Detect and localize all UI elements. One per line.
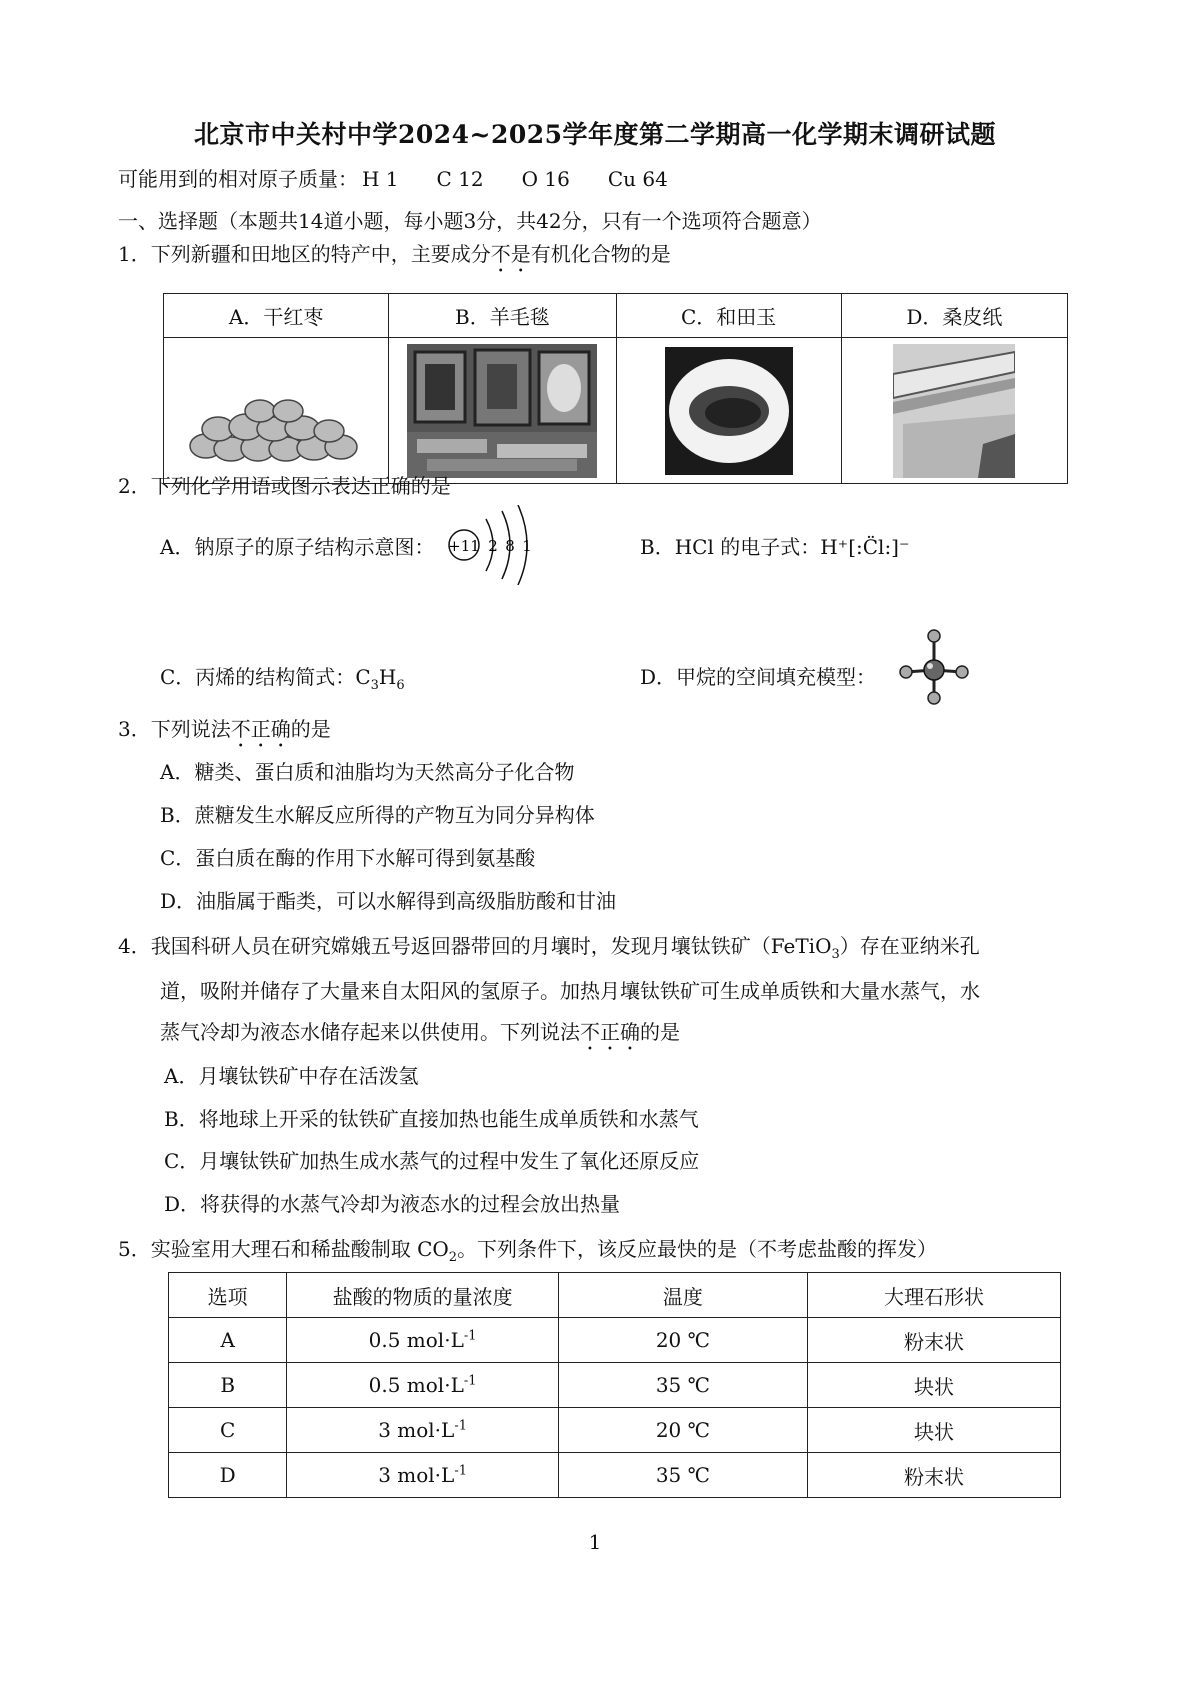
mass-cu: Cu 64 [607,167,668,191]
row-d-shape: 粉末状 [807,1453,1060,1498]
q3-emphasis: 不正确 [230,717,291,741]
q3-prefix: 3．下列说法 [118,717,231,741]
q1-image-a-cell [164,338,389,484]
q5-stem-sub: 2 [448,1250,458,1265]
row-c-concentration [287,1408,559,1453]
shell-1-electrons: 2 [488,537,498,555]
q4-option-d: D．将获得的水蒸气冷却为液态水的过程会放出热量 [164,1192,621,1216]
row-a-temperature: 20 ℃ [558,1318,807,1363]
page-title: 北京市中关村中学2024~2025学年度第二学期高一化学期末调研试题 [193,120,997,149]
propene-formula-sub1: 3 [370,678,379,693]
row-a-concentration [287,1318,559,1363]
q5-stem-a: 5．实验室用大理石和稀盐酸制取 CO [118,1237,449,1261]
q4-line1-b: ）存在亚纳米孔 [839,934,980,958]
header-concentration: 盐酸的物质的量浓度 [287,1273,559,1318]
q3-suffix: 的是 [290,717,331,741]
q3-option-c: C．蛋白质在酶的作用下水解可得到氨基酸 [160,846,536,870]
q1-prefix: 1．下列新疆和田地区的特产中，主要成分 [118,242,491,266]
row-d-conc-exp: -1 [454,1463,467,1479]
row-d-temperature: 35 ℃ [558,1453,807,1498]
sodium-atom-structure-diagram [448,505,558,585]
table-row [169,1453,1061,1498]
q2-option-d [640,661,876,690]
q1-option-c: C．和田玉 [616,294,841,338]
row-d-option: D [169,1453,287,1498]
row-c-conc-exp: -1 [454,1418,467,1434]
table-row [169,1363,1061,1408]
q3-option-a: A．糖类、蛋白质和油脂均为天然高分子化合物 [160,760,575,784]
q1-emphasis: 不是 [490,242,531,266]
question-4-line-1 [118,930,980,962]
row-b-temperature: 35 ℃ [558,1363,807,1408]
mass-o: O 16 [521,167,570,191]
q5-stem-b: 。下列条件下，该反应最快的是（不考虑盐酸的挥发） [457,1237,938,1261]
row-a-option: A [169,1318,287,1363]
page-number: 1 [588,1530,602,1554]
row-d-conc-value: 3 mol·L [378,1463,455,1487]
q4-line3-prefix: 蒸气冷却为液态水储存起来以供使用。下列说法 [160,1020,580,1044]
q1-option-b: B．羊毛毯 [389,294,616,338]
mass-h: H 1 [362,167,399,191]
q1-image-b-cell [389,338,616,484]
nucleus-charge: +11 [448,537,480,555]
table-header-row [169,1273,1061,1318]
row-a-conc-value: 0.5 mol·L [368,1328,464,1352]
shell-2-electrons: 8 [505,537,515,555]
row-b-option: B [169,1363,287,1408]
q2-option-a-label: A．钠原子的原子结构示意图： [160,535,435,559]
section-heading: 一、选择题（本题共14道小题，每小题3分，共42分，只有一个选项符合题意） [118,209,822,233]
question-1-table [163,293,1068,484]
q2-option-b [640,531,910,560]
row-c-conc-value: 3 mol·L [378,1418,455,1442]
header-temperature: 温度 [558,1273,807,1318]
row-a-conc-exp: -1 [463,1328,477,1344]
q1-option-d: D．桑皮纸 [841,294,1067,338]
row-b-concentration [287,1363,559,1408]
q4-option-c: C．月壤钛铁矿加热生成水蒸气的过程中发生了氧化还原反应 [164,1149,700,1173]
methane-model-image [898,628,970,706]
propene-formula-sub2: 6 [396,678,405,693]
q2-option-c-label: C．丙烯的结构简式： [160,665,356,689]
row-d-concentration [287,1453,559,1498]
row-b-conc-value: 0.5 mol·L [368,1373,464,1397]
q3-option-b: B．蔗糖发生水解反应所得的产物互为同分异构体 [160,803,595,827]
question-1-stem [118,238,671,277]
atomic-masses-label: 可能用到的相对原子质量： [118,167,358,191]
row-c-shape: 块状 [807,1408,1060,1453]
q4-line3-suffix: 的是 [640,1020,680,1044]
table-row [169,1408,1061,1453]
header-shape: 大理石形状 [807,1273,1060,1318]
q1-suffix: 有机化合物的是 [530,242,671,266]
mulberry-paper-image [893,344,1015,478]
row-c-option: C [169,1408,287,1453]
q2-option-d-label: D．甲烷的空间填充模型： [640,665,877,689]
propene-formula-h: H [378,665,397,689]
q4-line1-sub: 3 [831,947,840,962]
question-5-stem [118,1233,937,1265]
q2-option-b-label: B．HCl 的电子式： [640,535,821,559]
q1-image-d-cell [841,338,1067,484]
dried-jujubes-image [186,351,366,471]
question-4-line-3 [160,1016,680,1055]
q4-emphasis: 不正确 [580,1020,640,1044]
q3-option-d: D．油脂属于酯类，可以水解得到高级脂肪酸和甘油 [160,889,617,913]
shell-3-electrons: 1 [522,537,532,555]
question-2-stem: 2．下列化学用语或图示表达正确的是 [118,474,451,498]
q4-option-b: B．将地球上开采的钛铁矿直接加热也能生成单质铁和水蒸气 [164,1107,699,1131]
hcl-electron-formula: H⁺[:C̈l:]⁻ [820,535,910,559]
q4-line1-a: 4．我国科研人员在研究嫦娥五号返回器带回的月壤时，发现月壤钛铁矿（FeTiO [118,934,832,958]
row-a-shape: 粉末状 [807,1318,1060,1363]
question-5-table [168,1272,1061,1498]
hetian-jade-bangle-image [665,347,793,475]
row-b-shape: 块状 [807,1363,1060,1408]
mass-c: C 12 [436,167,484,191]
q2-option-c [160,661,405,693]
table-row [169,1318,1061,1363]
header-option: 选项 [169,1273,287,1318]
row-c-temperature: 20 ℃ [558,1408,807,1453]
q4-option-a: A．月壤钛铁矿中存在活泼氢 [164,1064,419,1088]
q2-option-a [160,531,434,560]
atomic-masses [118,163,706,192]
question-3-stem [118,713,331,752]
q1-option-a: A．干红枣 [164,294,389,338]
row-b-conc-exp: -1 [463,1373,477,1389]
question-4-line-2: 道，吸附并储存了大量来自太阳风的氢原子。加热月壤钛铁矿可生成单质铁和大量水蒸气，水 [160,979,980,1003]
q1-image-c-cell [616,338,841,484]
propene-formula-c: C [355,665,371,689]
wool-carpet-image [407,344,597,478]
